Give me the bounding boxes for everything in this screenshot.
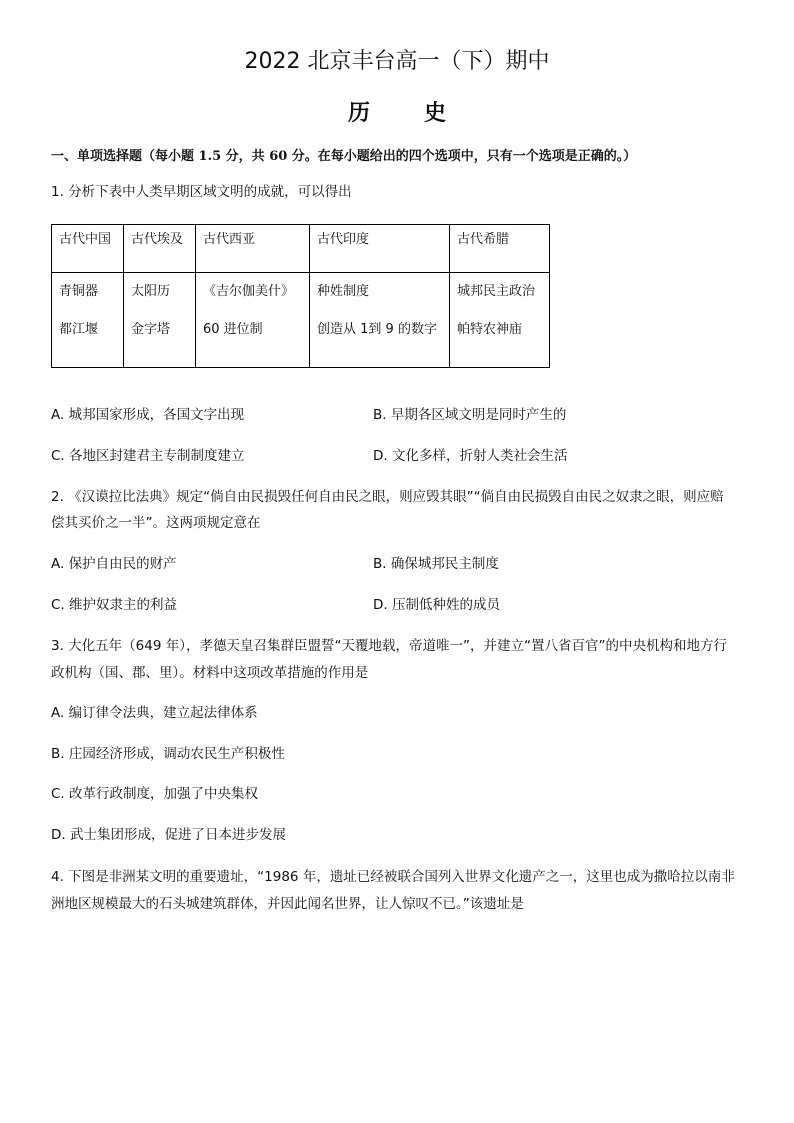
question-stem: 2. 《汉谟拉比法典》规定“倘自由民损毁任何自由民之眼，则应毁其眼”“倘自由民损毁自由民之奴隶之眼，则应赔 bbox=[51, 489, 724, 505]
table-cell-line: 金字塔 bbox=[131, 322, 171, 337]
civilization-achievements-table bbox=[51, 224, 550, 368]
option-a: A. 保护自由民的财产 bbox=[51, 556, 177, 572]
question-stem: 4. 下图是非洲某文明的重要遗址，“1986 年，遗址已经被联合国列入世界文化遗产之一，这里也成为撒哈拉以南非 bbox=[51, 869, 735, 885]
section-heading: 一、单项选择题（每小题 1.5 分，共 60 分。在每小题给出的四个选项中，只有一个选项是正确的。） bbox=[51, 149, 637, 164]
question-stem: 1. 分析下表中人类早期区域文明的成就，可以得出 bbox=[51, 184, 352, 200]
question-stem: 偿其买价之一半”。这两项规定意在 bbox=[51, 515, 261, 531]
question-stem: 政机构（国、郡、里）。材料中这项改革措施的作用是 bbox=[51, 665, 369, 681]
table-header-cell: 古代希腊 bbox=[450, 225, 550, 273]
option-d: D. 压制低种姓的成员 bbox=[373, 597, 500, 613]
option-c: C. 改革行政制度，加强了中央集权 bbox=[51, 786, 259, 802]
table-header-cell: 古代西亚 bbox=[196, 225, 310, 273]
option-d: D. 武士集团形成，促进了日本进步发展 bbox=[51, 827, 286, 843]
option-a: A. 编订律令法典，建立起法律体系 bbox=[51, 705, 258, 721]
table-cell-line: 太阳历 bbox=[131, 284, 171, 299]
option-b: B. 庄园经济形成，调动农民生产积极性 bbox=[51, 746, 285, 762]
table-header-cell: 古代印度 bbox=[310, 225, 450, 273]
subject-char: 史 bbox=[424, 100, 447, 126]
table-cell-line: 城邦民主政治 bbox=[457, 284, 536, 299]
option-c: C. 维护奴隶主的利益 bbox=[51, 597, 178, 613]
table-cell-line: 青铜器 bbox=[59, 284, 99, 299]
subject-char: 历 bbox=[347, 100, 370, 126]
question-stem: 3. 大化五年（649 年），孝德天皇召集群臣盟誓“天覆地载，帝道唯一”，并建立“置八省百官”的中央机构和地方行 bbox=[51, 638, 727, 654]
table-cell bbox=[310, 273, 450, 368]
table-header-cell: 古代埃及 bbox=[124, 225, 196, 273]
table-cell-line: 帕特农神庙 bbox=[457, 322, 523, 337]
table-cell-line: 《吉尔伽美什》 bbox=[203, 284, 295, 299]
table-cell bbox=[196, 273, 310, 368]
option-c: C. 各地区封建君主专制制度建立 bbox=[51, 448, 245, 464]
option-d: D. 文化多样，折射人类社会生活 bbox=[373, 448, 568, 464]
table-cell bbox=[52, 273, 124, 368]
table-cell-line: 都江堰 bbox=[59, 322, 99, 337]
page-title: 2022 北京丰台高一（下）期中 bbox=[244, 49, 550, 74]
option-a: A. 城邦国家形成，各国文字出现 bbox=[51, 407, 245, 423]
option-b: B. 早期各区域文明是同时产生的 bbox=[373, 407, 567, 423]
question-stem: 洲地区规模最大的石头城建筑群体，并因此闻名世界，让人惊叹不已。”该遗址是 bbox=[51, 896, 524, 912]
table-cell-line: 种姓制度 bbox=[317, 284, 370, 299]
subject-title bbox=[0, 97, 794, 129]
table-cell bbox=[124, 273, 196, 368]
table-cell bbox=[450, 273, 550, 368]
table-cell-line: 60 进位制 bbox=[203, 322, 263, 337]
table-cell-line: 创造从 1到 9 的数字 bbox=[317, 322, 437, 337]
table-header-cell: 古代中国 bbox=[52, 225, 124, 273]
option-b: B. 确保城邦民主制度 bbox=[373, 556, 499, 572]
